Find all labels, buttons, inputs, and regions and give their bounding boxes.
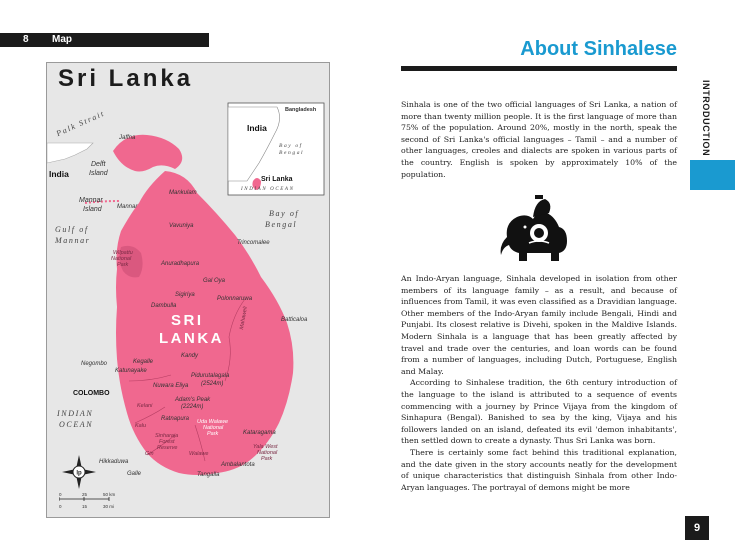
india-landmass: [47, 143, 93, 163]
delft-island-line2: Island: [89, 170, 108, 177]
town-tangalla: Tangalla: [197, 472, 220, 478]
inset-bay-1: Bay of: [279, 143, 303, 149]
scale-mi-0: 0: [59, 504, 62, 509]
park-uda-walawe-2: National: [203, 425, 224, 431]
park-uda-walawe-3: Park: [207, 431, 219, 437]
bay-of-bengal-line1: Bay of: [269, 209, 300, 218]
town-trincomalee: Trincomalee: [237, 240, 270, 246]
side-tab-color-block: [690, 160, 735, 190]
town-katunayake: Katunayake: [115, 368, 147, 374]
park-uda-walawe-1: Uda Walawe: [197, 419, 229, 425]
left-page-number: 8: [23, 34, 29, 45]
scale-km-50: 50 km: [103, 492, 116, 497]
palk-strait-label: Palk Strait: [54, 108, 107, 139]
town-sigiriya: Sigiriya: [175, 292, 195, 298]
inset-bay-2: Bengal: [279, 150, 305, 156]
mannar-island-line2: Island: [83, 206, 102, 213]
svg-text:lp: lp: [76, 470, 82, 477]
indian-ocean-line2: OCEAN: [59, 420, 94, 429]
paragraph-1: [401, 99, 677, 180]
elephant-emblem-icon: [497, 195, 575, 267]
park-wilpattu-3: Park: [117, 262, 129, 268]
map-graphic: [47, 63, 330, 518]
gulf-of-mannar-line1: Gulf of: [55, 225, 89, 234]
scale-km-0: 0: [59, 492, 62, 497]
inset-india: India: [247, 123, 267, 133]
town-ambalantota: Ambalantota: [221, 462, 255, 468]
peak-pidurutalagala-name: Pidurutalagala: [191, 373, 230, 379]
river-walawe: Walawe: [189, 451, 209, 457]
park-sinharaja-1: Sinharaja: [155, 433, 179, 439]
side-tab-label: INTRODUCTION: [701, 80, 711, 157]
sri-lanka-map: [46, 62, 330, 518]
town-batticaloa: Batticaloa: [281, 317, 308, 323]
town-colombo: COLOMBO: [73, 390, 110, 397]
india-label: India: [49, 169, 69, 179]
town-jaffna: Jaffna: [119, 135, 136, 141]
compass-rose-icon: [62, 455, 96, 489]
park-sinharaja-3: Reserve: [157, 445, 178, 451]
park-sinharaja-2: Forest: [159, 439, 175, 445]
country-label-sri: SRI: [171, 312, 204, 329]
town-kegalle: Kegalle: [133, 359, 154, 365]
park-wilpattu-2: National: [111, 256, 132, 262]
page-title: About Sinhalese: [520, 38, 677, 60]
inset-sri-lanka: Sri Lanka: [261, 176, 293, 183]
town-hikkaduwa: Hikkaduwa: [99, 459, 129, 465]
peak-pidurutalagala-height: (2524m): [201, 381, 224, 387]
town-kataragama: Kataragama: [243, 430, 276, 436]
paragraph-1-text: Sinhala is one of the two official languages of Sri Lanka, a nation of more than twenty million people. It is the first language of more than 75% of the population. Around 20%, mostly in the north, speak the second of Sri Lanka's official languages – Tamil – and a number of other languages, creoles and dialects are spoken in various parts of the country. English is spoken by approximately 10% of the population.: [401, 100, 677, 179]
delft-island-line1: Delft: [91, 161, 106, 168]
park-yala-2: National: [257, 450, 278, 456]
river-kelani: Kelani: [137, 403, 153, 409]
paragraph-2: An Indo-Aryan language, Sinhala developed in isolation from other members of its language family – as a result, and because of influences from Tamil, it was even classified as a Dravidian language. Other members of the Indo-Aryan family include Bengali, Hindi and Punjabi. Its closest relative is Divehi, spoken in the Maldive Islands. Modern Sinhala is a language that has been greatly affected by travel and trade over the centuries, and loan words can be found from a number of languages, including Dutch, Portuguese, English and Malay.: [401, 274, 677, 376]
inset-indian-ocean: INDIAN OCEAN: [241, 187, 295, 192]
gulf-of-mannar-line2: Mannar: [55, 236, 91, 245]
indian-ocean-line1: INDIAN: [57, 409, 94, 418]
peak-adams-name: Adam's Peak: [175, 397, 211, 403]
scale-km-25: 25: [82, 492, 88, 497]
town-nuwara-eliya: Nuwara Eliya: [153, 383, 189, 389]
title-rule: [401, 66, 677, 71]
town-anuradhapura: Anuradhapura: [161, 261, 200, 267]
mannar-island-line1: Mannar: [79, 197, 103, 204]
left-page-header: [0, 33, 209, 47]
town-kandy: Kandy: [181, 353, 199, 359]
town-dambulla: Dambulla: [151, 303, 177, 309]
town-vavuniya: Vavuniya: [169, 223, 194, 229]
paragraph-3: According to Sinhalese tradition, the 6th century introduction of the language to the island is attributed to a sequence of events commencing with a journey by Prince Vijaya from the kingdom of Sinhapura (Bengal). Banished to sea by the king, Vijaya and his followers landed on an island, defeated its evil 'demon inhabitants', then settled down to create a dynasty. Thus Sri Lanka was born.: [401, 378, 677, 446]
left-section-title: Map: [52, 34, 72, 45]
inset-bangladesh: Bangladesh: [285, 107, 317, 113]
park-yala-3: Park: [261, 456, 273, 462]
river-gin: Gin: [145, 451, 154, 457]
country-label-lanka: LANKA: [159, 330, 224, 347]
town-mankulam: Mankulam: [169, 190, 197, 196]
map-title: Sri Lanka: [58, 65, 194, 92]
town-ratnapura: Ratnapura: [161, 416, 190, 422]
town-mannar: Mannar: [117, 204, 138, 210]
park-wilpattu-1: Wilpattu: [113, 250, 133, 256]
bay-of-bengal-line2: Bengal: [265, 220, 298, 229]
river-kalu: Kalu: [135, 423, 147, 429]
river-mahaweli: Mahaweli: [239, 306, 249, 331]
town-galle: Galle: [127, 471, 142, 477]
side-tab: [688, 80, 735, 160]
town-negombo: Negombo: [81, 361, 108, 367]
town-gal-oya: Gal Oya: [203, 278, 226, 284]
scale-mi-15: 15: [82, 504, 88, 509]
paragraph-4: There is certainly some fact behind this traditional explanation, and the date given in the story accounts neatly for the development of unique characteristics that distinguish Sinhala from other Indo-Aryan languages. The portrayal of demons might be more: [401, 447, 677, 492]
scale-bar: [59, 491, 119, 511]
peak-adams-height: (2224m): [181, 404, 204, 410]
scale-mi-30: 30 mi: [103, 504, 115, 509]
right-page-number: 9: [685, 516, 709, 540]
body-text-block: [401, 273, 677, 493]
park-yala-1: Yala West: [253, 444, 278, 450]
town-polonnaruwa: Polonnaruwa: [217, 296, 253, 302]
